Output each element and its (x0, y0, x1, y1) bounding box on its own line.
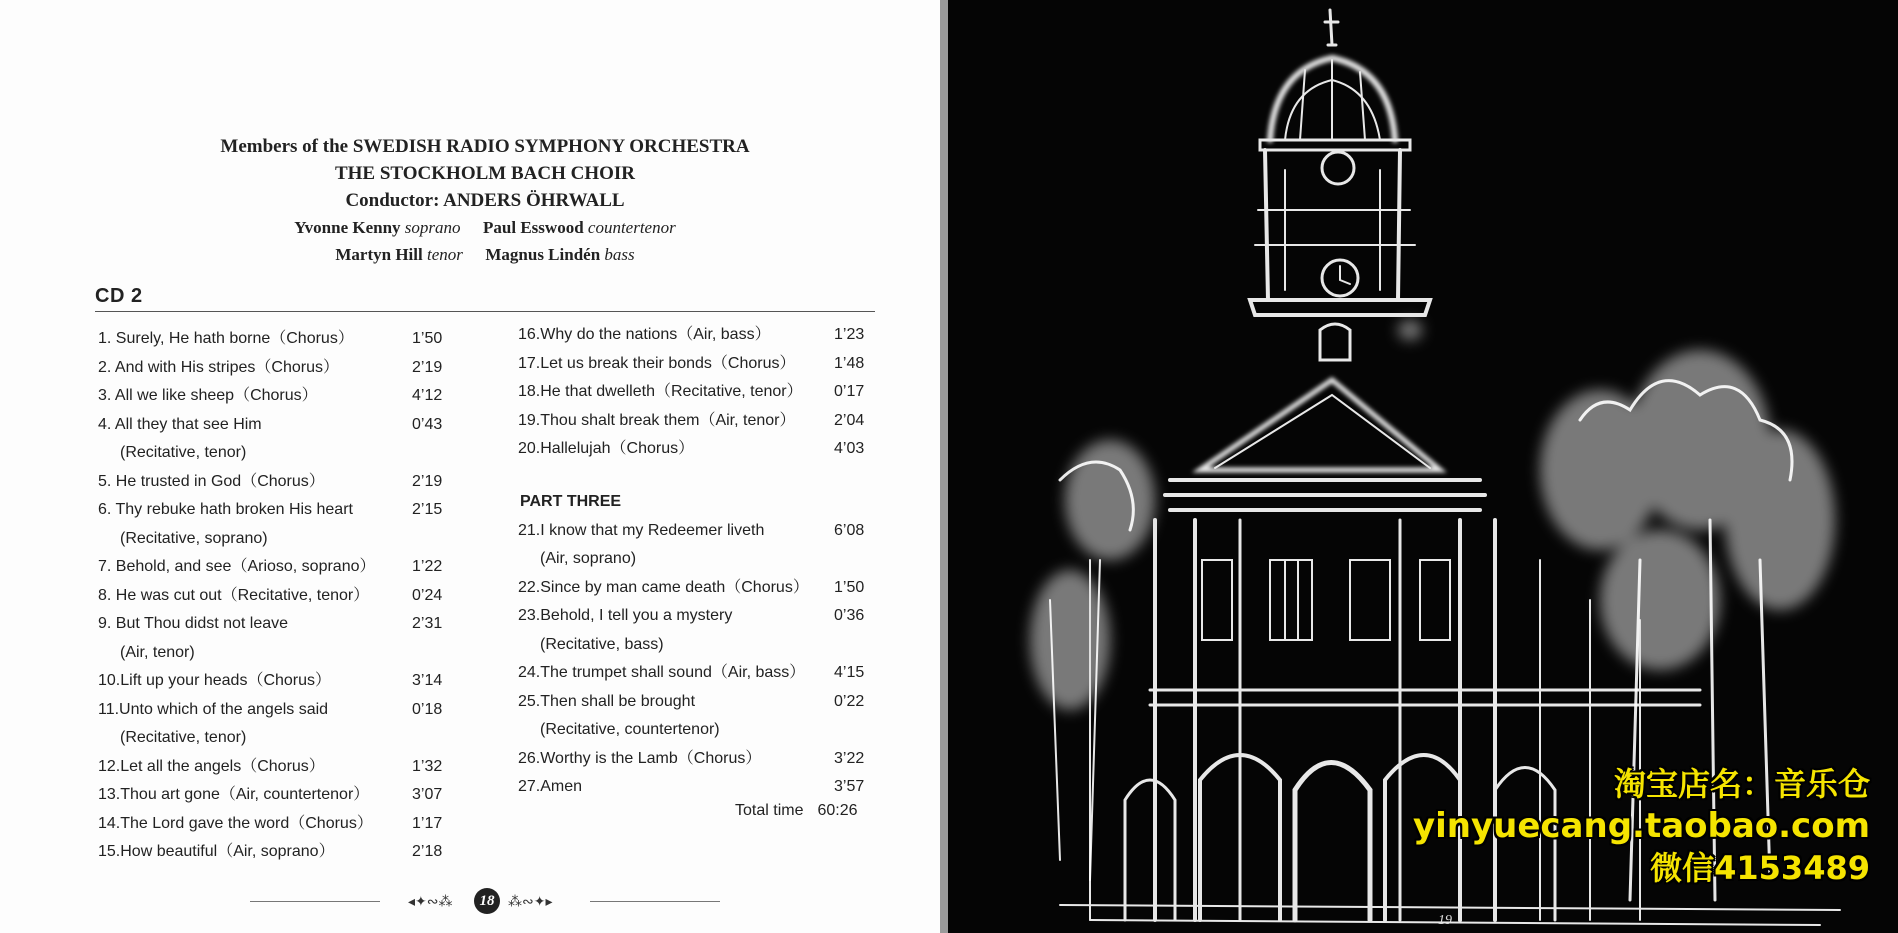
track-row (518, 407, 878, 436)
part-three-heading: PART THREE (520, 493, 622, 510)
page-number-ornament (250, 886, 730, 916)
track-title: 13.Thou art gone（Air, countertenor） (98, 786, 370, 803)
track-row (518, 378, 878, 407)
track-duration: 1’50 (412, 330, 443, 347)
track-duration: 1’22 (412, 558, 443, 575)
track-duration: 1’23 (834, 326, 865, 343)
track-row (518, 745, 878, 774)
track-voice: (Recitative, countertenor) (540, 721, 720, 738)
soloists-line-2 (0, 241, 970, 268)
track-duration: 1’48 (834, 354, 865, 372)
track-duration: 3’07 (412, 786, 443, 803)
track-duration: 3’57 (834, 778, 865, 795)
track-title: 7. Behold, and see（Arioso, soprano） (98, 558, 376, 575)
track-row (518, 321, 878, 350)
track-duration: 2’31 (412, 615, 443, 632)
track-voice: (Recitative, soprano) (120, 529, 268, 547)
track-title: 5. He trusted in God（Chorus） (98, 472, 325, 490)
track-duration: 4’03 (834, 440, 865, 457)
track-row (518, 517, 878, 574)
soloist-name: Magnus Lindén (485, 245, 601, 264)
track-duration: 2’04 (834, 411, 865, 429)
track-duration: 0’17 (834, 383, 865, 400)
track-row (518, 435, 878, 464)
scroll-ornament-icon: ⁂∾✦▸ (508, 893, 553, 909)
cover-artwork-page (940, 0, 1898, 933)
track-row (98, 610, 458, 667)
track-row (98, 325, 458, 354)
track-duration: 3’22 (834, 749, 865, 767)
track-duration: 3’14 (412, 672, 443, 689)
track-title: 4. All they that see Him (98, 415, 262, 433)
track-row (98, 696, 458, 753)
tracklist-column-2 (518, 321, 878, 802)
track-row (98, 411, 458, 468)
track-title: 18.He that dwelleth（Recitative, tenor） (518, 383, 803, 400)
credits-block (0, 133, 970, 268)
track-row (98, 468, 458, 497)
track-row (518, 574, 878, 603)
track-title: 25.Then shall be brought (518, 692, 696, 710)
total-time-label: Total time (735, 802, 804, 819)
soloists-line-1 (0, 214, 970, 241)
track-row (98, 582, 458, 611)
page-number: 19 (1438, 913, 1452, 928)
booklet-left-page (0, 0, 940, 933)
ornament-rule-left (250, 901, 380, 902)
page-number: 18 (474, 888, 500, 914)
track-title: 23.Behold, I tell you a mystery (518, 607, 733, 624)
track-duration: 0’18 (412, 700, 443, 718)
track-voice: (Recitative, bass) (540, 635, 664, 653)
track-row (98, 810, 458, 839)
soloist-role: tenor (426, 245, 463, 264)
track-title: 11.Unto which of the angels said (98, 700, 329, 718)
track-title: 10.Lift up your heads（Chorus） (98, 672, 332, 689)
track-row (518, 773, 878, 802)
track-title: 6. Thy rebuke hath broken His heart (98, 501, 353, 518)
track-duration: 0’22 (834, 692, 865, 710)
track-row (98, 781, 458, 810)
track-duration: 2’15 (412, 501, 443, 518)
track-duration: 6’08 (834, 521, 865, 539)
track-title: 2. And with His stripes（Chorus） (98, 358, 339, 376)
orchestra-credit: Members of the SWEDISH RADIO SYMPHONY ORCHESTRA (220, 136, 750, 157)
track-title: 27.Amen (518, 778, 583, 795)
track-title: 17.Let us break their bonds（Chorus） (518, 354, 796, 372)
track-duration: 4’15 (834, 664, 865, 681)
track-title: 15.How beautiful（Air, soprano） (98, 843, 335, 860)
soloist-name: Martyn Hill (335, 245, 423, 264)
track-title: 20.Hallelujah（Chorus） (518, 440, 695, 457)
track-row (98, 753, 458, 782)
track-duration: 1’32 (412, 757, 443, 775)
track-duration: 2’19 (412, 472, 443, 490)
watermark-wechat: 微信4153489 (1650, 849, 1870, 887)
choir-credit: THE STOCKHOLM BACH CHOIR (334, 163, 635, 184)
track-duration: 0’36 (834, 607, 865, 624)
soloist-name: Paul Esswood (483, 218, 584, 237)
track-row (98, 553, 458, 582)
track-row (98, 667, 458, 696)
track-row (518, 602, 878, 659)
track-row (518, 350, 878, 379)
total-time (735, 802, 858, 820)
track-voice: (Air, soprano) (540, 550, 637, 567)
track-duration: 2’19 (412, 358, 443, 376)
track-title: 14.The Lord gave the word（Chorus） (98, 814, 373, 832)
track-duration: 1’17 (412, 814, 443, 832)
track-title: 21.I know that my Redeemer liveth (518, 521, 765, 539)
track-voice: (Air, tenor) (120, 643, 195, 661)
track-row (98, 496, 458, 553)
track-duration: 2’18 (412, 843, 443, 860)
track-title: 8. He was cut out（Recitative, tenor） (98, 586, 370, 604)
watermark-shop-name: 淘宝店名：音乐仓 (1613, 765, 1870, 803)
heading-divider (95, 311, 875, 312)
soloist-name: Yvonne Kenny (294, 218, 401, 237)
track-title: 26.Worthy is the Lamb（Chorus） (518, 749, 762, 767)
scroll-ornament-icon: ◂✦∾⁂ (408, 893, 453, 909)
track-voice: (Recitative, tenor) (120, 729, 247, 746)
track-title: 24.The trumpet shall sound（Air, bass） (518, 664, 806, 681)
track-row (98, 382, 458, 411)
track-duration: 0’24 (412, 586, 443, 604)
track-row (518, 688, 878, 745)
track-duration: 0’43 (412, 415, 443, 433)
track-voice: (Recitative, tenor) (120, 444, 247, 461)
track-row (98, 354, 458, 383)
soloist-role: soprano (404, 218, 461, 237)
track-title: 9. But Thou didst not leave (98, 615, 289, 632)
track-title: 22.Since by man came death（Chorus） (518, 578, 809, 596)
conductor-credit: Conductor: ANDERS ÖHRWALL (345, 190, 625, 211)
tracklist-column-1 (98, 325, 458, 867)
track-duration: 4’12 (412, 387, 443, 404)
track-title: 19.Thou shalt break them（Air, tenor） (518, 411, 796, 429)
track-title: 16.Why do the nations（Air, bass） (518, 326, 771, 343)
track-row (518, 659, 878, 688)
cd-heading: CD 2 (95, 285, 143, 307)
soloist-role: countertenor (587, 218, 676, 237)
track-row (98, 838, 458, 867)
track-duration: 1’50 (834, 578, 865, 596)
soloist-role: bass (604, 245, 635, 264)
total-time-value: 60:26 (817, 802, 858, 819)
track-title: 1. Surely, He hath borne（Chorus） (98, 330, 354, 347)
track-title: 3. All we like sheep（Chorus） (98, 387, 318, 404)
shop-watermark (1413, 763, 1870, 889)
watermark-url: yinyuecang.taobao.com (1412, 806, 1870, 846)
ornament-rule-right (590, 901, 720, 902)
track-title: 12.Let all the angels（Chorus） (98, 757, 325, 775)
